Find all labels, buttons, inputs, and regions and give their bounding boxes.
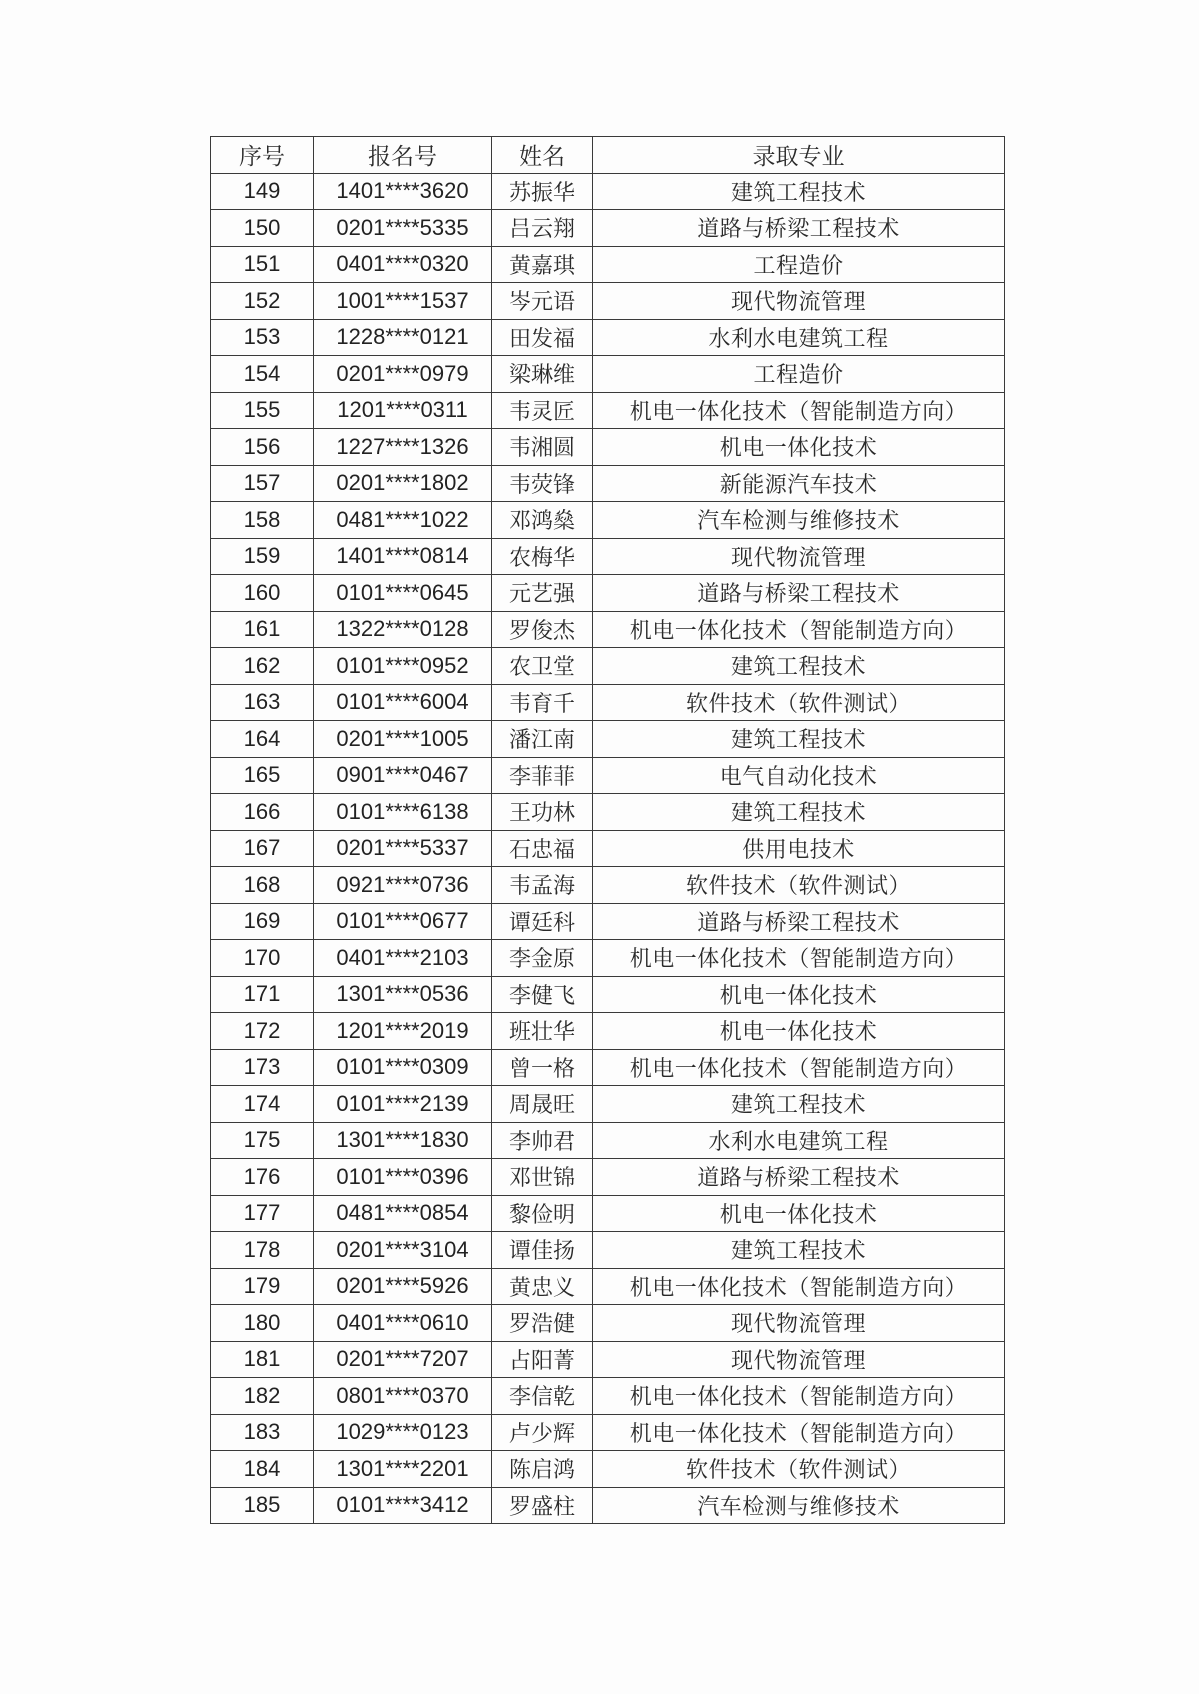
serial-number-cell: 163 xyxy=(211,684,314,721)
table-row xyxy=(211,210,1005,247)
registration-number-cell: 0201****5337 xyxy=(314,830,492,867)
student-name-cell: 韦孟海 xyxy=(492,867,593,904)
admitted-major-cell: 道路与桥梁工程技术 xyxy=(593,903,1005,940)
registration-number-cell: 0401****0610 xyxy=(314,1305,492,1342)
student-name-cell: 韦育千 xyxy=(492,684,593,721)
registration-number-cell: 1322****0128 xyxy=(314,611,492,648)
table-row xyxy=(211,684,1005,721)
table-row xyxy=(211,1086,1005,1123)
student-name-cell: 农卫堂 xyxy=(492,648,593,685)
table-row xyxy=(211,1305,1005,1342)
admitted-major-cell: 机电一体化技术（智能制造方向） xyxy=(593,1268,1005,1305)
registration-number-cell: 0101****0677 xyxy=(314,903,492,940)
student-name-cell: 农梅华 xyxy=(492,538,593,575)
student-name-cell: 谭廷科 xyxy=(492,903,593,940)
student-name-cell: 周晟旺 xyxy=(492,1086,593,1123)
table-row xyxy=(211,1232,1005,1269)
student-name-cell: 李帅君 xyxy=(492,1122,593,1159)
admitted-major-cell: 建筑工程技术 xyxy=(593,794,1005,831)
student-name-cell: 谭佳扬 xyxy=(492,1232,593,1269)
table-row xyxy=(211,283,1005,320)
admitted-major-cell: 机电一体化技术 xyxy=(593,429,1005,466)
admitted-major-cell: 道路与桥梁工程技术 xyxy=(593,1159,1005,1196)
table-row xyxy=(211,1451,1005,1488)
serial-number-cell: 153 xyxy=(211,319,314,356)
registration-number-cell: 0201****1802 xyxy=(314,465,492,502)
admitted-major-cell: 电气自动化技术 xyxy=(593,757,1005,794)
admitted-major-cell: 汽车检测与维修技术 xyxy=(593,502,1005,539)
student-name-cell: 班壮华 xyxy=(492,1013,593,1050)
admitted-major-cell: 机电一体化技术（智能制造方向） xyxy=(593,1414,1005,1451)
admitted-major-cell: 汽车检测与维修技术 xyxy=(593,1487,1005,1524)
admitted-major-cell: 软件技术（软件测试） xyxy=(593,867,1005,904)
student-name-cell: 岑元语 xyxy=(492,283,593,320)
admission-table xyxy=(210,136,1005,1524)
serial-number-cell: 155 xyxy=(211,392,314,429)
serial-number-cell: 178 xyxy=(211,1232,314,1269)
student-name-cell: 苏振华 xyxy=(492,173,593,210)
admitted-major-cell: 建筑工程技术 xyxy=(593,648,1005,685)
table-row xyxy=(211,173,1005,210)
registration-number-cell: 1301****2201 xyxy=(314,1451,492,1488)
serial-number-cell: 177 xyxy=(211,1195,314,1232)
registration-number-cell: 0201****5335 xyxy=(314,210,492,247)
registration-number-cell: 0201****1005 xyxy=(314,721,492,758)
student-name-cell: 李健飞 xyxy=(492,976,593,1013)
table-row xyxy=(211,648,1005,685)
table-row xyxy=(211,356,1005,393)
table-row xyxy=(211,794,1005,831)
admitted-major-cell: 现代物流管理 xyxy=(593,1305,1005,1342)
table-row xyxy=(211,1122,1005,1159)
table-row xyxy=(211,538,1005,575)
header-serial-number: 序号 xyxy=(211,137,314,174)
admitted-major-cell: 水利水电建筑工程 xyxy=(593,319,1005,356)
table-row xyxy=(211,429,1005,466)
serial-number-cell: 175 xyxy=(211,1122,314,1159)
table-row xyxy=(211,940,1005,977)
table-row xyxy=(211,246,1005,283)
registration-number-cell: 1227****1326 xyxy=(314,429,492,466)
table-row xyxy=(211,1013,1005,1050)
registration-number-cell: 0481****0854 xyxy=(314,1195,492,1232)
registration-number-cell: 1201****2019 xyxy=(314,1013,492,1050)
registration-number-cell: 1201****0311 xyxy=(314,392,492,429)
serial-number-cell: 152 xyxy=(211,283,314,320)
registration-number-cell: 1029****0123 xyxy=(314,1414,492,1451)
registration-number-cell: 0101****6004 xyxy=(314,684,492,721)
serial-number-cell: 161 xyxy=(211,611,314,648)
table-row xyxy=(211,721,1005,758)
registration-number-cell: 0101****3412 xyxy=(314,1487,492,1524)
header-name: 姓名 xyxy=(492,137,593,174)
student-name-cell: 李信乾 xyxy=(492,1378,593,1415)
admitted-major-cell: 建筑工程技术 xyxy=(593,721,1005,758)
table-row xyxy=(211,1378,1005,1415)
admitted-major-cell: 工程造价 xyxy=(593,246,1005,283)
student-name-cell: 卢少辉 xyxy=(492,1414,593,1451)
student-name-cell: 梁琳维 xyxy=(492,356,593,393)
student-name-cell: 韦湘圆 xyxy=(492,429,593,466)
student-name-cell: 黄忠义 xyxy=(492,1268,593,1305)
serial-number-cell: 182 xyxy=(211,1378,314,1415)
admitted-major-cell: 现代物流管理 xyxy=(593,538,1005,575)
table-row xyxy=(211,757,1005,794)
admitted-major-cell: 软件技术（软件测试） xyxy=(593,1451,1005,1488)
student-name-cell: 韦灵匠 xyxy=(492,392,593,429)
student-name-cell: 潘江南 xyxy=(492,721,593,758)
admitted-major-cell: 建筑工程技术 xyxy=(593,1232,1005,1269)
table-header xyxy=(211,137,1005,174)
admitted-major-cell: 道路与桥梁工程技术 xyxy=(593,575,1005,612)
table-row xyxy=(211,1195,1005,1232)
student-name-cell: 黄嘉琪 xyxy=(492,246,593,283)
student-name-cell: 王功林 xyxy=(492,794,593,831)
table-row xyxy=(211,465,1005,502)
serial-number-cell: 157 xyxy=(211,465,314,502)
student-name-cell: 罗盛柱 xyxy=(492,1487,593,1524)
serial-number-cell: 172 xyxy=(211,1013,314,1050)
serial-number-cell: 154 xyxy=(211,356,314,393)
serial-number-cell: 167 xyxy=(211,830,314,867)
admitted-major-cell: 新能源汽车技术 xyxy=(593,465,1005,502)
student-name-cell: 占阳菁 xyxy=(492,1341,593,1378)
table-row xyxy=(211,319,1005,356)
registration-number-cell: 1401****0814 xyxy=(314,538,492,575)
registration-number-cell: 0401****2103 xyxy=(314,940,492,977)
serial-number-cell: 151 xyxy=(211,246,314,283)
registration-number-cell: 1301****1830 xyxy=(314,1122,492,1159)
admitted-major-cell: 软件技术（软件测试） xyxy=(593,684,1005,721)
serial-number-cell: 181 xyxy=(211,1341,314,1378)
serial-number-cell: 183 xyxy=(211,1414,314,1451)
admitted-major-cell: 机电一体化技术 xyxy=(593,976,1005,1013)
registration-number-cell: 0201****3104 xyxy=(314,1232,492,1269)
registration-number-cell: 0921****0736 xyxy=(314,867,492,904)
admitted-major-cell: 现代物流管理 xyxy=(593,283,1005,320)
registration-number-cell: 0481****1022 xyxy=(314,502,492,539)
admitted-major-cell: 现代物流管理 xyxy=(593,1341,1005,1378)
serial-number-cell: 150 xyxy=(211,210,314,247)
student-name-cell: 田发福 xyxy=(492,319,593,356)
admitted-major-cell: 供用电技术 xyxy=(593,830,1005,867)
admitted-major-cell: 水利水电建筑工程 xyxy=(593,1122,1005,1159)
serial-number-cell: 176 xyxy=(211,1159,314,1196)
student-name-cell: 邓鸿燊 xyxy=(492,502,593,539)
table-row xyxy=(211,1414,1005,1451)
table-row xyxy=(211,976,1005,1013)
registration-number-cell: 0201****0979 xyxy=(314,356,492,393)
student-name-cell: 邓世锦 xyxy=(492,1159,593,1196)
table-row xyxy=(211,611,1005,648)
header-registration-number: 报名号 xyxy=(314,137,492,174)
table-row xyxy=(211,575,1005,612)
student-name-cell: 曾一格 xyxy=(492,1049,593,1086)
registration-number-cell: 0201****5926 xyxy=(314,1268,492,1305)
registration-number-cell: 1301****0536 xyxy=(314,976,492,1013)
table-row xyxy=(211,502,1005,539)
serial-number-cell: 162 xyxy=(211,648,314,685)
registration-number-cell: 0801****0370 xyxy=(314,1378,492,1415)
student-name-cell: 吕云翔 xyxy=(492,210,593,247)
student-name-cell: 黎俭明 xyxy=(492,1195,593,1232)
serial-number-cell: 160 xyxy=(211,575,314,612)
registration-number-cell: 0101****0645 xyxy=(314,575,492,612)
student-name-cell: 罗浩健 xyxy=(492,1305,593,1342)
header-admitted-major: 录取专业 xyxy=(593,137,1005,174)
serial-number-cell: 164 xyxy=(211,721,314,758)
admitted-major-cell: 机电一体化技术 xyxy=(593,1013,1005,1050)
student-name-cell: 罗俊杰 xyxy=(492,611,593,648)
table-row xyxy=(211,1341,1005,1378)
table-row xyxy=(211,903,1005,940)
registration-number-cell: 1401****3620 xyxy=(314,173,492,210)
admitted-major-cell: 机电一体化技术（智能制造方向） xyxy=(593,1049,1005,1086)
serial-number-cell: 168 xyxy=(211,867,314,904)
admitted-major-cell: 机电一体化技术（智能制造方向） xyxy=(593,940,1005,977)
student-name-cell: 元艺强 xyxy=(492,575,593,612)
table-row xyxy=(211,1487,1005,1524)
admitted-major-cell: 机电一体化技术（智能制造方向） xyxy=(593,611,1005,648)
table-row xyxy=(211,1268,1005,1305)
table-row xyxy=(211,392,1005,429)
registration-number-cell: 0901****0467 xyxy=(314,757,492,794)
serial-number-cell: 159 xyxy=(211,538,314,575)
serial-number-cell: 173 xyxy=(211,1049,314,1086)
table-body xyxy=(211,173,1005,1524)
admitted-major-cell: 机电一体化技术（智能制造方向） xyxy=(593,392,1005,429)
table-row xyxy=(211,830,1005,867)
admitted-major-cell: 工程造价 xyxy=(593,356,1005,393)
serial-number-cell: 185 xyxy=(211,1487,314,1524)
serial-number-cell: 166 xyxy=(211,794,314,831)
registration-number-cell: 1001****1537 xyxy=(314,283,492,320)
registration-number-cell: 0201****7207 xyxy=(314,1341,492,1378)
registration-number-cell: 0101****2139 xyxy=(314,1086,492,1123)
admitted-major-cell: 建筑工程技术 xyxy=(593,173,1005,210)
student-name-cell: 李菲菲 xyxy=(492,757,593,794)
table-row xyxy=(211,1159,1005,1196)
student-name-cell: 韦荧锋 xyxy=(492,465,593,502)
serial-number-cell: 170 xyxy=(211,940,314,977)
table-row xyxy=(211,867,1005,904)
registration-number-cell: 0101****6138 xyxy=(314,794,492,831)
student-name-cell: 陈启鸿 xyxy=(492,1451,593,1488)
registration-number-cell: 0101****0952 xyxy=(314,648,492,685)
serial-number-cell: 171 xyxy=(211,976,314,1013)
serial-number-cell: 165 xyxy=(211,757,314,794)
student-name-cell: 石忠福 xyxy=(492,830,593,867)
admitted-major-cell: 建筑工程技术 xyxy=(593,1086,1005,1123)
serial-number-cell: 180 xyxy=(211,1305,314,1342)
student-name-cell: 李金原 xyxy=(492,940,593,977)
serial-number-cell: 158 xyxy=(211,502,314,539)
registration-number-cell: 1228****0121 xyxy=(314,319,492,356)
serial-number-cell: 184 xyxy=(211,1451,314,1488)
admitted-major-cell: 道路与桥梁工程技术 xyxy=(593,210,1005,247)
serial-number-cell: 179 xyxy=(211,1268,314,1305)
admitted-major-cell: 机电一体化技术 xyxy=(593,1195,1005,1232)
serial-number-cell: 149 xyxy=(211,173,314,210)
registration-number-cell: 0401****0320 xyxy=(314,246,492,283)
serial-number-cell: 174 xyxy=(211,1086,314,1123)
header-row xyxy=(211,137,1005,174)
registration-number-cell: 0101****0309 xyxy=(314,1049,492,1086)
admitted-major-cell: 机电一体化技术（智能制造方向） xyxy=(593,1378,1005,1415)
serial-number-cell: 169 xyxy=(211,903,314,940)
serial-number-cell: 156 xyxy=(211,429,314,466)
registration-number-cell: 0101****0396 xyxy=(314,1159,492,1196)
table-row xyxy=(211,1049,1005,1086)
